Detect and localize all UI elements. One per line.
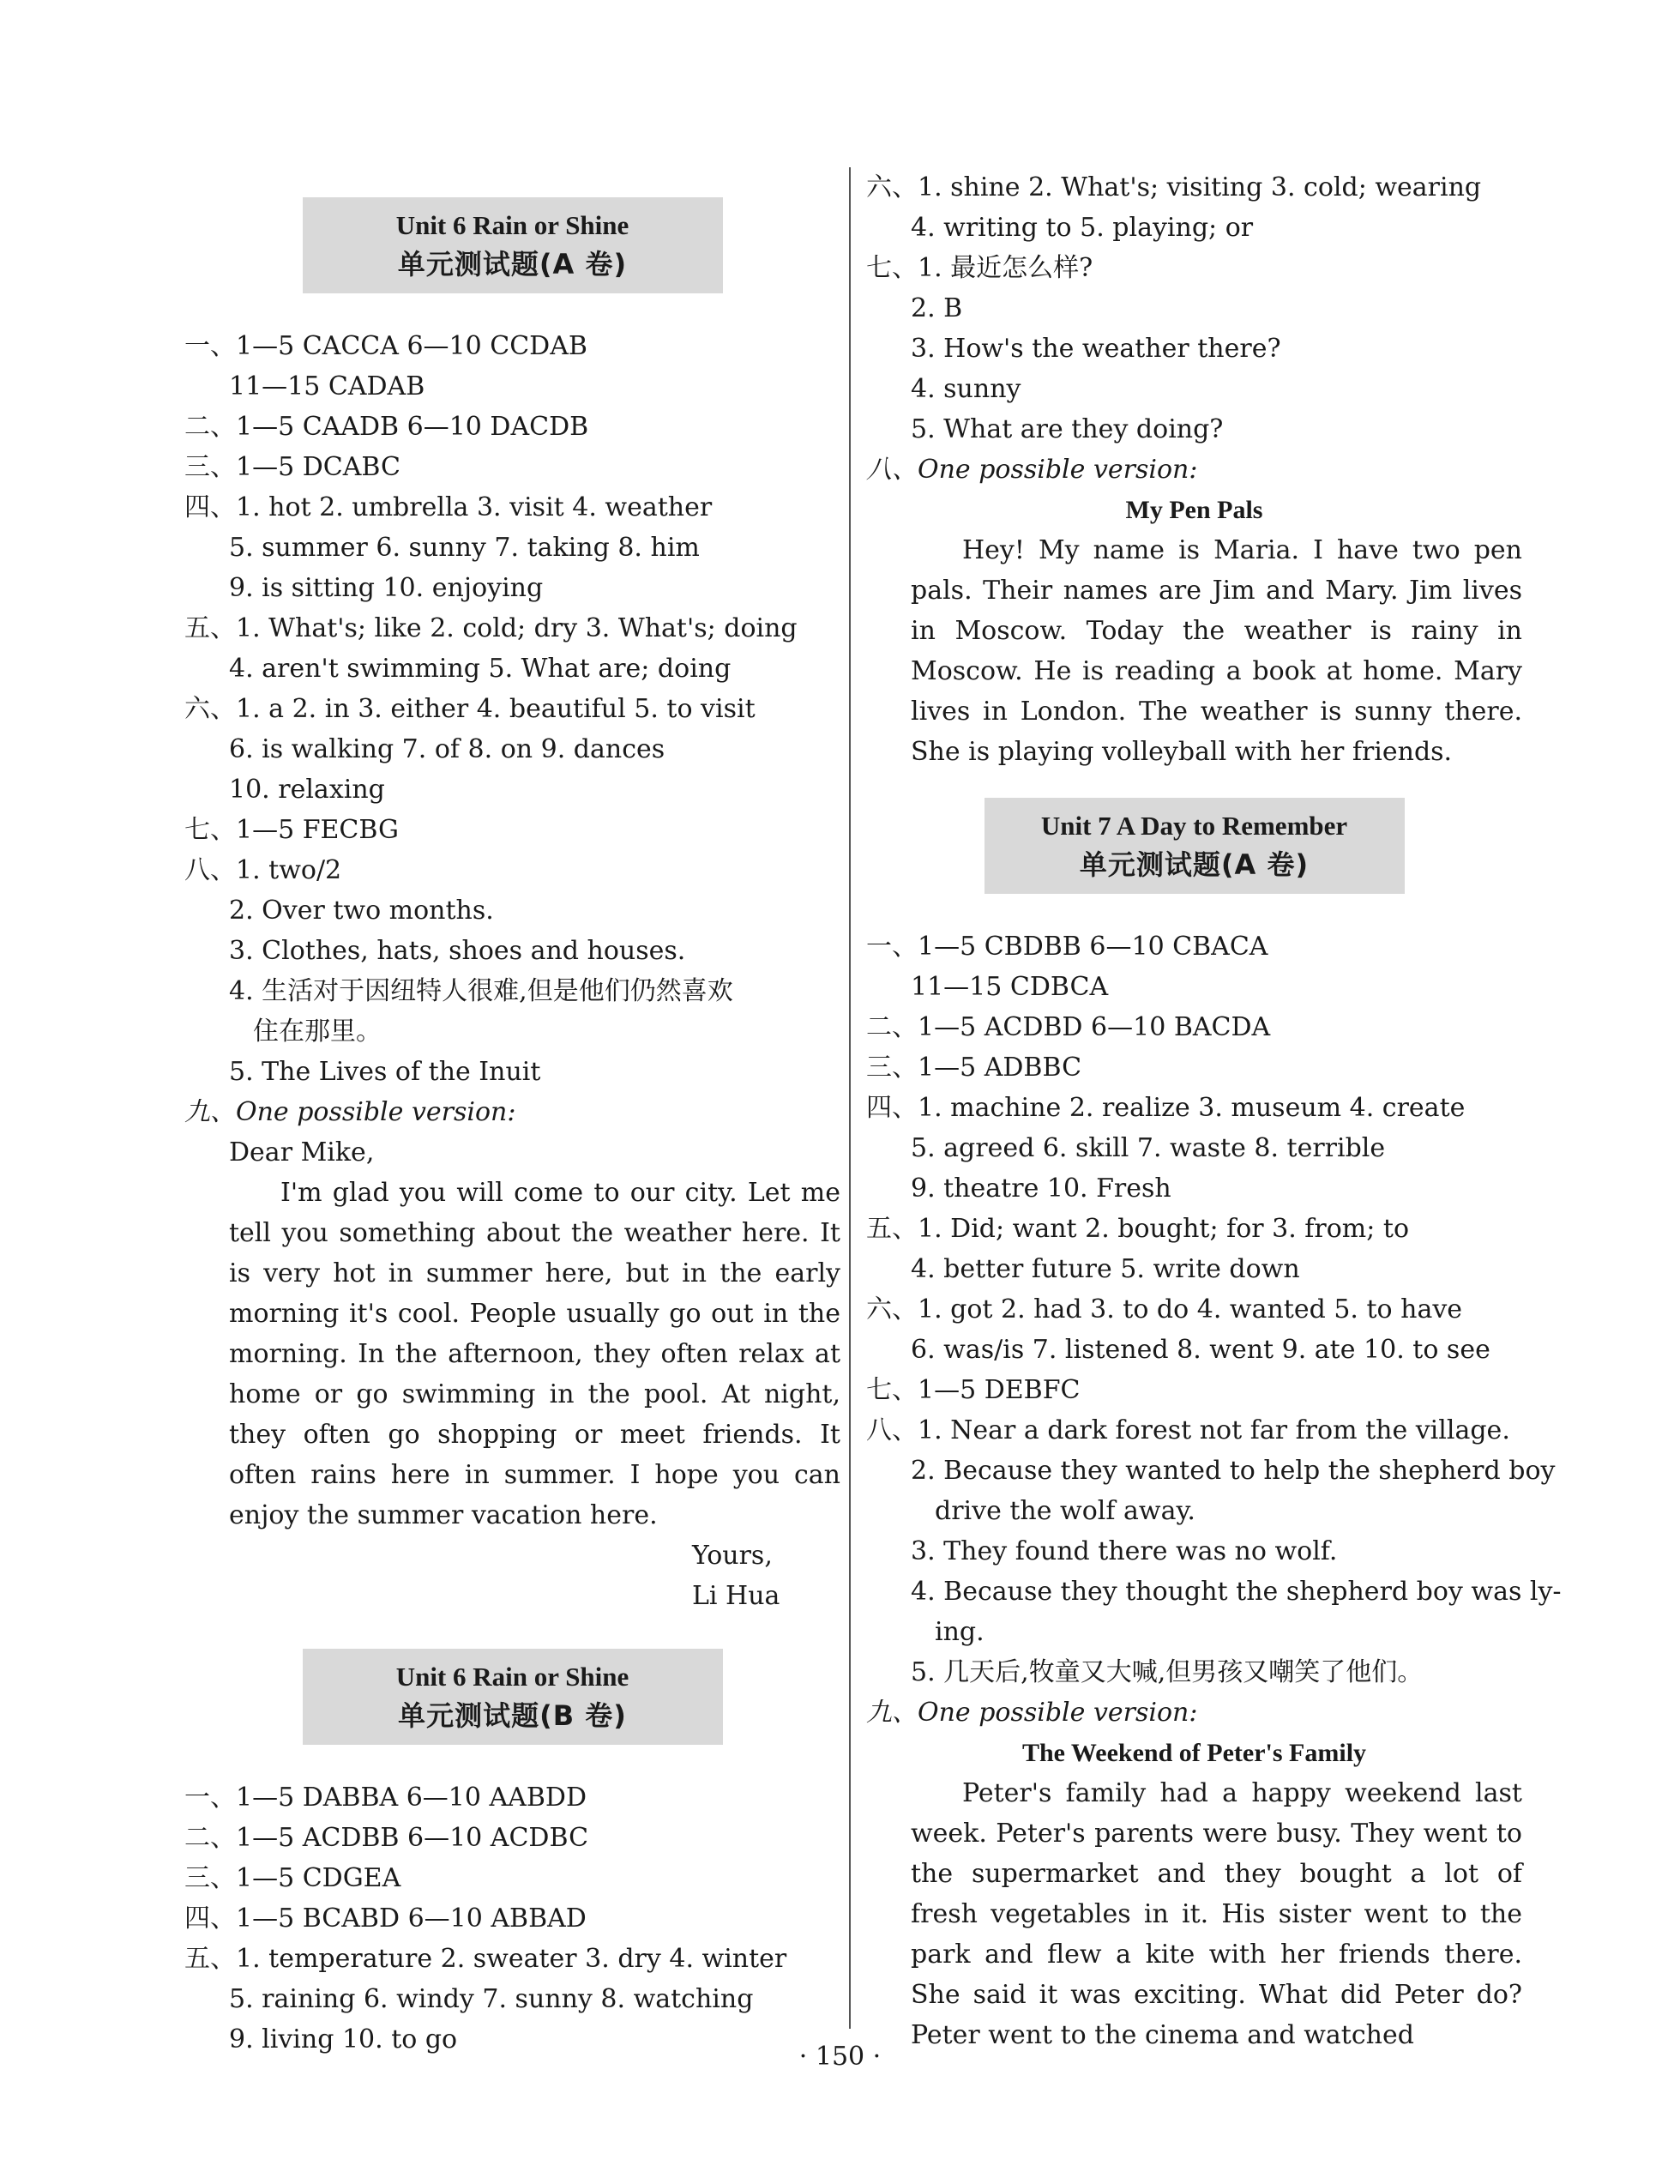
answer-line: 六、1. got 2. had 3. to do 4. wanted 5. to have bbox=[866, 1294, 1463, 1324]
answer-line: 11—15 CDBCA bbox=[911, 972, 1109, 1002]
answer-line: 四、1. machine 2. realize 3. museum 4. create bbox=[866, 1093, 1466, 1123]
answer-line: 八、1. two/2 bbox=[184, 855, 342, 885]
answer-line: 3. How's the weather there? bbox=[911, 334, 1281, 364]
essay-body bbox=[866, 530, 1522, 772]
answer-line: 3. They found there was no wolf. bbox=[911, 1536, 1338, 1566]
answer-line: 六、1. shine 2. What's; visiting 3. cold; wearing bbox=[866, 172, 1482, 202]
answer-line: 五、1. What's; like 2. cold; dry 3. What's; doing bbox=[184, 613, 798, 643]
heading-subtitle: 单元测试题(A 卷) bbox=[397, 248, 628, 281]
answer-line: 七、1—5 DEBFC bbox=[866, 1375, 1081, 1405]
answer-line: 6. is walking 7. of 8. on 9. dances bbox=[229, 734, 665, 764]
page-number: · 150 · bbox=[798, 2042, 882, 2072]
answer-line: 2. B bbox=[911, 293, 963, 323]
heading-subtitle: 单元测试题(A 卷) bbox=[1079, 848, 1310, 881]
heading-title: Unit 6 Rain or Shine bbox=[395, 1662, 629, 1692]
answer-line: 五、1. temperature 2. sweater 3. dry 4. winter bbox=[184, 1944, 787, 1974]
heading-title: Unit 6 Rain or Shine bbox=[395, 210, 629, 240]
answer-line: 3. Clothes, hats, shoes and houses. bbox=[229, 936, 686, 966]
letter-body bbox=[184, 1173, 840, 1535]
essay-paragraph: Hey! My name is Maria. I have two pen pals. Their names are Jim and Mary. Jim lives in Moscow. Today the weather is rainy in Moscow. He is reading a book at home. Mary lives in London. The weather is sunny there. She is playing volleyball with her friends. bbox=[911, 535, 1522, 767]
answer-line: ing. bbox=[935, 1617, 985, 1647]
answer-line: 5. agreed 6. skill 7. waste 8. terrible bbox=[911, 1133, 1386, 1163]
right-column bbox=[866, 167, 1562, 2055]
answer-line: 六、1. a 2. in 3. either 4. beautiful 5. to visit bbox=[184, 694, 756, 724]
answer-line: 九、One possible version: bbox=[866, 1698, 1198, 1728]
essay-paragraph: Peter's family had a happy weekend last week. Peter's parents were busy. They went to the supermarket and they bought a lot of fresh vegetables in it. His sister went to the park and flew a kite with her friends there. She said it was exciting. What did Peter do? Peter went to the cinema and watched bbox=[911, 1778, 1522, 2050]
heading-subtitle: 单元测试题(B 卷) bbox=[398, 1699, 627, 1732]
essay-title: My Pen Pals bbox=[1125, 496, 1263, 524]
answer-line: 四、1—5 BCABD 6—10 ABBAD bbox=[184, 1903, 587, 1934]
answer-line: 二、1—5 ACDBD 6—10 BACDA bbox=[866, 1012, 1271, 1042]
answer-line: 9. is sitting 10. enjoying bbox=[229, 573, 544, 603]
left-column bbox=[184, 167, 840, 2060]
answer-line: 2. Because they wanted to help the shepherd boy bbox=[911, 1456, 1556, 1486]
essay-title: The Weekend of Peter's Family bbox=[1021, 1739, 1367, 1767]
answer-line: 一、1—5 CACCA 6—10 CCDAB bbox=[184, 331, 587, 361]
column-divider bbox=[849, 167, 851, 2029]
answer-line: 七、1. 最近怎么样? bbox=[866, 253, 1093, 283]
answer-line: 10. relaxing bbox=[229, 775, 385, 805]
essay-body bbox=[866, 1773, 1522, 2055]
answer-line: 三、1—5 ADBBC bbox=[866, 1053, 1082, 1083]
letter-closing: Yours, bbox=[692, 1541, 773, 1571]
answer-line: 4. sunny bbox=[911, 374, 1021, 404]
answer-line: 4. 生活对于因纽特人很难,但是他们仍然喜欢 bbox=[229, 976, 733, 1006]
section-heading-unit6-b bbox=[303, 1649, 723, 1745]
answer-line: 二、1—5 CAADB 6—10 DACDB bbox=[184, 412, 589, 442]
answer-line: 9. theatre 10. Fresh bbox=[911, 1173, 1171, 1204]
answer-line: 5. raining 6. windy 7. sunny 8. watching bbox=[229, 1984, 754, 2014]
answer-line: 二、1—5 ACDBB 6—10 ACDBC bbox=[184, 1823, 589, 1853]
answer-line: 五、1. Did; want 2. bought; for 3. from; to bbox=[866, 1214, 1410, 1244]
answer-line: 一、1—5 CBDBB 6—10 CBACA bbox=[866, 932, 1268, 962]
answer-line: 4. Because they thought the shepherd boy was ly- bbox=[911, 1577, 1562, 1607]
answer-line: 一、1—5 DABBA 6—10 AABDD bbox=[184, 1783, 587, 1813]
section-heading-unit6-a bbox=[303, 197, 723, 293]
answer-line: 5. summer 6. sunny 7. taking 8. him bbox=[229, 533, 700, 563]
answer-line: 八、1. Near a dark forest not far from the village. bbox=[866, 1415, 1510, 1445]
answer-line: 5. 几天后,牧童又大喊,但男孩又嘲笑了他们。 bbox=[911, 1657, 1424, 1687]
letter-paragraph: I'm glad you will come to our city. Let me tell you something about the weather here. It is very hot in summer here, but in the early morning it's cool. People usually go out in the morning. In the afternoon, they often relax at home or go swimming in the pool. At night, they often go shopping or meet friends. It often rains here in summer. I hope you can enjoy the summer vacation here. bbox=[229, 1178, 840, 1530]
answer-line: 4. better future 5. write down bbox=[911, 1254, 1300, 1284]
letter-greeting: Dear Mike, bbox=[229, 1137, 375, 1167]
answer-line: 9. living 10. to go bbox=[229, 2024, 458, 2054]
answer-line: 4. writing to 5. playing; or bbox=[911, 213, 1254, 243]
section-heading-unit7-a bbox=[985, 798, 1405, 894]
answer-line: 2. Over two months. bbox=[229, 896, 494, 926]
heading-title: Unit 7 A Day to Remember bbox=[1040, 811, 1348, 841]
answer-line: drive the wolf away. bbox=[935, 1496, 1195, 1526]
answer-line: 住在那里。 bbox=[253, 1017, 382, 1047]
answer-line: 三、1—5 CDGEA bbox=[184, 1863, 401, 1893]
answer-line: 三、1—5 DCABC bbox=[184, 452, 400, 482]
answer-line: 八、One possible version: bbox=[866, 455, 1198, 485]
answer-line: 11—15 CADAB bbox=[229, 371, 425, 401]
answer-line: 四、1. hot 2. umbrella 3. visit 4. weather bbox=[184, 492, 713, 522]
answer-line: 九、One possible version: bbox=[184, 1097, 516, 1127]
answer-line: 七、1—5 FECBG bbox=[184, 815, 399, 845]
answer-line: 5. What are they doing? bbox=[911, 414, 1224, 444]
answer-line: 4. aren't swimming 5. What are; doing bbox=[229, 654, 732, 684]
answer-line: 6. was/is 7. listened 8. went 9. ate 10. to see bbox=[911, 1335, 1490, 1365]
answer-line: 5. The Lives of the Inuit bbox=[229, 1057, 541, 1087]
letter-signature: Li Hua bbox=[692, 1581, 780, 1611]
